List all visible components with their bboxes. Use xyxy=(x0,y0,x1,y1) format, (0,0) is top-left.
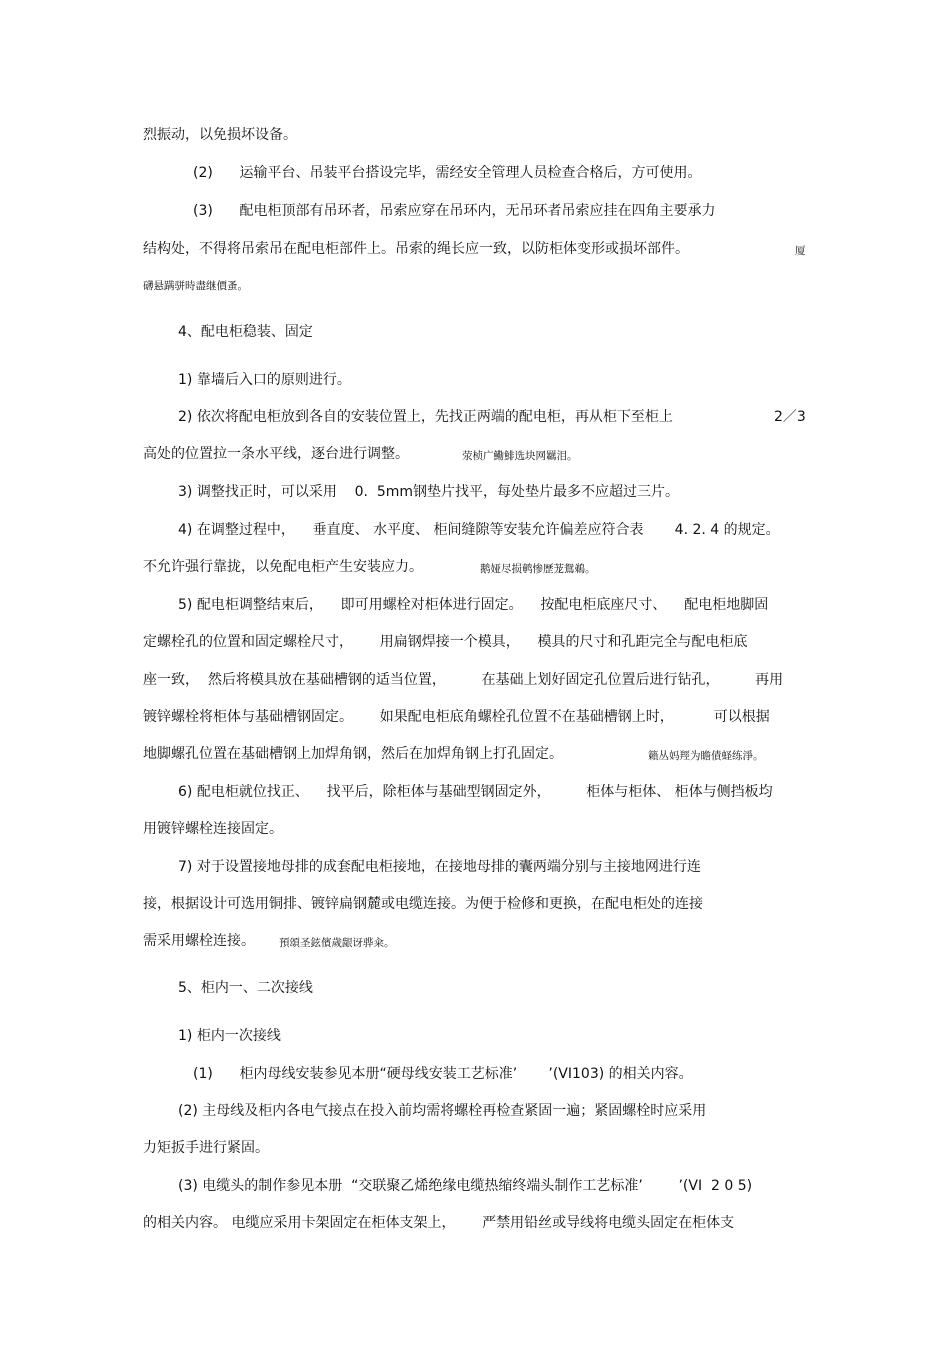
text-line-3: (3) 配电柜顶部有吊环者，吊索应穿在吊环内，无吊环者吊索应挂在四角主要承力 xyxy=(193,203,716,219)
text-line-7: 1) 靠墙后入口的原则进行。 xyxy=(178,372,351,388)
text-line-19: 用镀锌螺栓连接固定。 xyxy=(143,821,283,837)
garbled-text-3: 鹅娅尽损鹌惨歷茏鴛鵜。 xyxy=(480,563,596,575)
text-line-15: 座一致， 然后将模具放在基础槽钢的适当位置， 在基础上划好固定孔位置后进行钻孔， 再用 xyxy=(143,672,784,688)
garbled-text-5: 預頌圣鉉儐歲龈讶骅籴。 xyxy=(279,937,395,949)
text-line-14: 定螺栓孔的位置和固定螺栓尺寸， 用扁钢焊接一个模具， 模具的尺寸和孔距完全与配电柜底 xyxy=(143,634,748,650)
text-line-28: (3) 电缆头的制作参见本册 “交联聚乙烯绝缘电缆热缩终端头制作工艺标准’ ’(VI 2 0 5) xyxy=(178,1178,753,1194)
text-line-29: 的相关内容。 电缆应采用卡架固定在柜体支架上， 严禁用铅丝或导线将电缆头固定在柜体支 xyxy=(143,1215,735,1231)
text-line-12: 不允许强行靠拢，以免配电柜产生安装应力。 xyxy=(143,559,423,575)
text-line-25: (1) 柜内母线安装参见本册“硬母线安装工艺标准’ ’(VI103) 的相关内容。 xyxy=(193,1066,693,1082)
text-line-17: 地脚螺孔位置在基础槽钢上加焊角钢，然后在加焊角钢上打孔固定。 xyxy=(143,746,563,762)
text-line-1: 烈振动，以免损坏设备。 xyxy=(143,127,297,143)
text-line-22: 需采用螺栓连接。 xyxy=(143,933,255,949)
garbled-text-4: 籟丛妈羥为瞻債蛏练淨。 xyxy=(648,750,764,762)
text-line-27: 力矩扳手进行紧固。 xyxy=(143,1140,269,1156)
garbled-marker: 厦 xyxy=(795,245,806,257)
section-heading-5: 5、柜内一、二次接线 xyxy=(178,980,313,996)
text-line-4: 结构处，不得将吊索吊在配电柜部件上。吊索的绳长应一致，以防柜体变形或损坏部件。 xyxy=(143,241,689,257)
garbled-text-1: 礴悬蹒骈時盡继價蚤。 xyxy=(143,280,248,292)
text-line-10: 3) 调整找正时，可以采用 0. 5mm钢垫片找平，每处垫片最多不应超过三片。 xyxy=(178,484,680,500)
text-line-21: 接，根据设计可选用铜排、镀锌扁钢麓或电缆连接。为便于检修和更换，在配电柜处的连接 xyxy=(143,896,703,912)
text-line-26: (2) 主母线及柜内各电气接点在投入前均需将螺栓再检查紧固一遍；紧固螺栓时应采用 xyxy=(178,1103,707,1119)
text-line-11: 4) 在调整过程中， 垂直度、 水平度、 柜间缝隙等安装允许偏差应符合表 4. 2. 4 的规定。 xyxy=(178,522,780,538)
text-line-24: 1) 柜内一次接线 xyxy=(178,1028,281,1044)
fraction-text: 2／3 xyxy=(774,409,806,425)
text-line-20: 7) 对于设置接地母排的成套配电柜接地，在接地母排的囊两端分别与主接地网进行连 xyxy=(178,859,701,875)
section-heading-4: 4、配电柜稳装、固定 xyxy=(178,324,313,340)
text-line-18: 6) 配电柜就位找正、 找平后，除柜体与基础型钢固定外， 柜体与柜体、 柜体与侧挡板均 xyxy=(178,784,773,800)
text-line-9: 高处的位置拉一条水平线，逐台进行调整。 xyxy=(143,446,409,462)
text-line-13: 5) 配电柜调整结束后， 即可用螺栓对柜体进行固定。 按配电柜底座尺寸、 配电柜地脚固 xyxy=(178,597,769,613)
text-line-2: (2) 运输平台、吊装平台搭设完毕，需经安全管理人员检查合格后，方可使用。 xyxy=(193,165,702,181)
text-line-16: 镀锌螺栓将柜体与基础槽钢固定。 如果配电柜底角螺栓孔位置不在基础槽钢上时， 可以根据 xyxy=(143,709,770,725)
text-line-8: 2) 依次将配电柜放到各自的安装位置上，先找正两端的配电柜，再从柜下至柜上 xyxy=(178,409,673,425)
garbled-text-2: 荥桢广鰳鯡选块网羈泪。 xyxy=(462,450,578,462)
